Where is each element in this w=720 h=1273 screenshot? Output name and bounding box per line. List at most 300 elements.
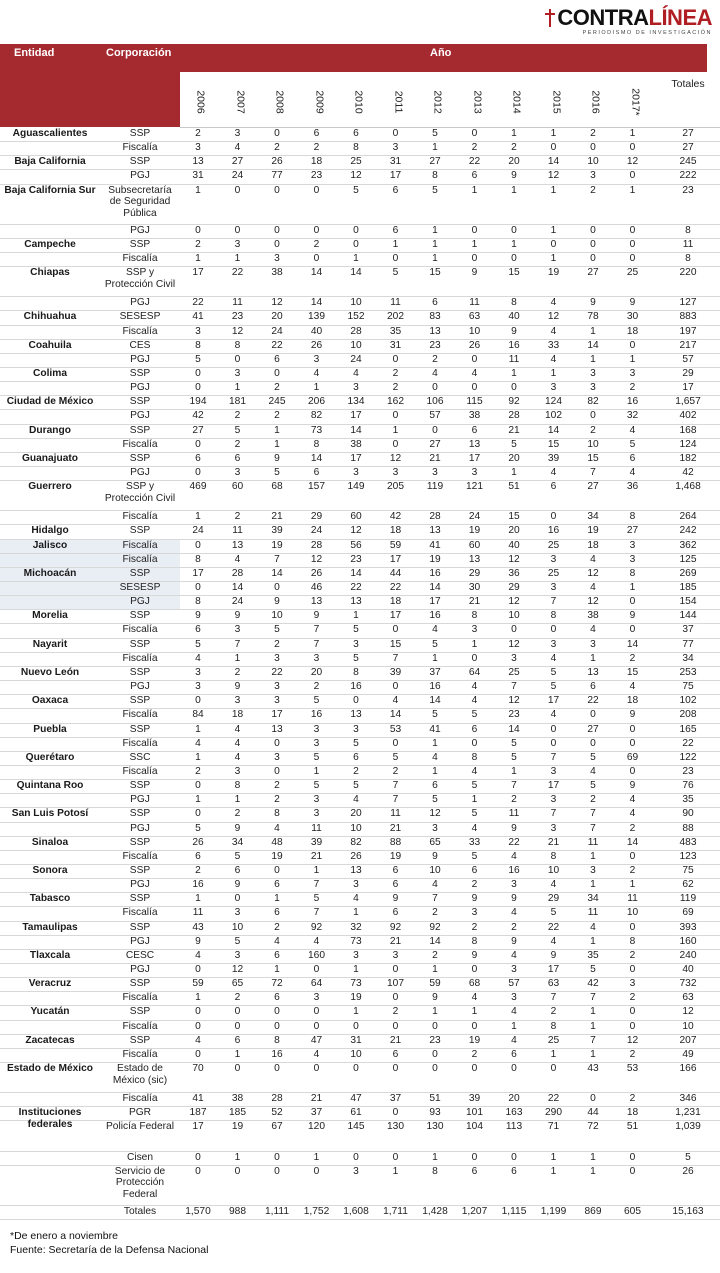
corporation-cell: SSP [129, 238, 151, 250]
entity-cell: Tamaulipas [22, 921, 78, 933]
value-cell: 5 [629, 438, 636, 450]
table-row [0, 723, 720, 738]
value-cell: 0 [274, 1151, 280, 1163]
corporation-cell: Fiscalía [122, 511, 158, 523]
value-cell: 27 [626, 525, 639, 537]
value-cell: 1 [353, 907, 359, 919]
value-cell: 5 [590, 780, 596, 792]
value-cell: 5 [511, 737, 517, 749]
source-line: Fuente: Secretaría de la Defensa Nacional [10, 1244, 209, 1256]
value-cell: 0 [392, 410, 399, 422]
value-cell: 37 [429, 666, 441, 678]
value-cell: 0 [195, 539, 201, 551]
value-cell: 7 [511, 780, 517, 792]
value-cell: 13 [310, 596, 323, 608]
value-cell: 6 [313, 467, 320, 479]
table-row [0, 807, 720, 822]
table-row [0, 409, 720, 424]
value-cell: 0 [629, 1165, 636, 1177]
value-cell: 4 [471, 368, 478, 379]
value-cell: 2 [392, 1006, 399, 1018]
value-cell: 6 [274, 879, 280, 891]
value-cell: 0 [471, 128, 478, 139]
value-cell: 6 [511, 1048, 517, 1060]
value-cell: 3 [550, 382, 557, 394]
value-cell: 0 [392, 964, 399, 976]
entity-cell: Querétaro [25, 751, 75, 763]
value-cell: 2 [274, 410, 280, 422]
value-cell: 0 [274, 582, 280, 594]
value-cell: 5 [511, 438, 517, 450]
value-cell: 7 [392, 780, 399, 792]
value-cell: 21 [547, 836, 560, 848]
value-cell: 6 [392, 864, 399, 876]
value-cell: 4 [353, 794, 359, 806]
corporation-cell: Fiscalía [122, 553, 158, 565]
contralinea-logo [545, 6, 712, 46]
value-cell: 124 [545, 396, 562, 408]
value-cell: 1 [590, 353, 596, 365]
value-cell: 0 [195, 1020, 201, 1032]
value-cell: 15 [429, 267, 441, 279]
corporation-cell: SSP y Protección Civil [104, 481, 176, 504]
value-cell: 3 [274, 652, 280, 664]
corporation-cell: PGJ [130, 596, 150, 608]
value-cell: 2 [432, 907, 438, 919]
value-cell: 8 [313, 438, 320, 450]
value-cell: 5 [471, 808, 478, 820]
value-cell: 1 [550, 368, 557, 379]
value-cell: 3 [353, 638, 359, 650]
value-cell: 57 [429, 410, 441, 422]
value-cell: 7 [590, 992, 596, 1004]
value-cell: 12 [508, 596, 520, 608]
value-cell: 34 [587, 511, 599, 523]
value-cell: 0 [195, 382, 201, 394]
value-cell: 6 [392, 907, 399, 919]
entity-cell: Michoacán [23, 567, 77, 579]
value-cell: 7 [313, 638, 320, 650]
corporation-cell: SSP [129, 567, 151, 579]
total-cell: 57 [682, 353, 694, 365]
value-cell: 1 [274, 424, 280, 436]
value-cell: 37 [310, 1107, 323, 1119]
value-cell: 1 [590, 1006, 596, 1018]
corporation-cell: PGJ [130, 794, 150, 806]
header-anio: Año [430, 47, 452, 59]
value-cell: 10 [350, 339, 362, 351]
value-cell: 28 [350, 325, 362, 337]
value-cell: 9 [511, 893, 517, 905]
value-cell: 28 [429, 511, 441, 523]
value-cell: 1 [629, 879, 636, 891]
table-row [0, 666, 720, 681]
value-cell: 88 [389, 836, 402, 848]
value-cell: 9 [590, 297, 596, 309]
value-cell: 6 [234, 1034, 241, 1046]
value-cell: 2 [550, 1006, 557, 1018]
value-cell: 3 [313, 723, 320, 735]
value-cell: 57 [508, 978, 520, 990]
value-cell: 106 [426, 396, 444, 408]
value-cell: 8 [629, 567, 636, 579]
value-cell: 3 [550, 582, 557, 594]
value-cell: 6 [234, 864, 241, 876]
table-row [0, 623, 720, 638]
value-cell: 0 [629, 238, 636, 250]
corporation-cell: Fiscalía [122, 142, 158, 154]
value-cell: 8 [550, 610, 557, 622]
value-cell: 14 [389, 709, 402, 721]
value-cell: 0 [392, 624, 399, 636]
table-row [0, 680, 720, 695]
value-cell: 6 [392, 879, 399, 891]
year-header-row [180, 72, 656, 128]
value-cell: 65 [429, 836, 441, 848]
value-cell: 3 [629, 368, 636, 379]
value-cell: 8 [511, 297, 517, 309]
value-cell: 3 [313, 737, 320, 749]
value-cell: 1 [432, 964, 438, 976]
value-cell: 48 [271, 836, 283, 848]
value-cell: 2 [274, 382, 280, 394]
corporation-cell: Fiscalía [122, 253, 158, 265]
value-cell: 4 [590, 921, 596, 933]
value-cell: 7 [590, 808, 596, 820]
value-cell: 13 [231, 539, 244, 551]
value-cell: 21 [310, 850, 323, 862]
value-cell: 2 [629, 1048, 636, 1060]
value-cell: 1 [313, 765, 320, 777]
value-cell: 7 [313, 907, 320, 919]
corporation-cell: Fiscalía [122, 1048, 158, 1060]
value-cell: 1,608 [343, 1205, 369, 1217]
table-header [0, 44, 707, 127]
value-cell: 42 [192, 410, 204, 422]
value-cell: 0 [353, 238, 359, 250]
value-cell: 0 [353, 1020, 359, 1032]
value-cell: 3 [550, 765, 557, 777]
table-row [0, 921, 720, 936]
value-cell: 0 [234, 184, 241, 196]
value-cell: 22 [192, 297, 204, 309]
value-cell: 102 [545, 410, 562, 422]
total-cell: 11 [682, 238, 694, 250]
corporation-cell: Fiscalía [122, 737, 158, 749]
corporation-cell: Cisen [126, 1151, 154, 1163]
value-cell: 7 [274, 553, 280, 565]
value-cell: 20 [508, 452, 520, 464]
value-cell: 60 [231, 481, 244, 493]
value-cell: 7 [234, 638, 241, 650]
value-cell: 11 [508, 353, 520, 365]
total-cell: 27 [682, 142, 694, 154]
value-cell: 1 [511, 368, 517, 379]
value-cell: 1 [550, 1151, 557, 1163]
value-cell: 3 [274, 681, 280, 693]
total-cell: 240 [679, 949, 697, 961]
table-row [0, 1092, 720, 1107]
value-cell: 0 [195, 368, 201, 379]
value-cell: 1 [313, 864, 320, 876]
entity-cell: Guanajuato [21, 452, 79, 464]
value-cell: 41 [192, 311, 204, 323]
value-cell: 2 [234, 992, 241, 1004]
value-cell: 20 [508, 156, 520, 168]
value-cell: 3 [511, 992, 517, 1004]
value-cell: 27 [192, 424, 204, 436]
value-cell: 14 [626, 638, 639, 650]
value-cell: 2 [629, 949, 636, 961]
value-cell: 9 [471, 893, 478, 905]
value-cell: 1 [590, 1165, 596, 1177]
value-cell: 13 [350, 709, 362, 721]
value-cell: 23 [310, 170, 323, 182]
footer [10, 1229, 208, 1257]
value-cell: 82 [350, 836, 362, 848]
value-cell: 5 [511, 751, 517, 763]
value-cell: 27 [587, 481, 599, 493]
value-cell: 2 [629, 864, 636, 876]
value-cell: 13 [429, 525, 441, 537]
corporation-cell: SSP [129, 921, 151, 933]
value-cell: 21 [389, 935, 402, 947]
value-cell: 33 [547, 339, 560, 351]
value-cell: 0 [471, 737, 478, 749]
total-cell: 8 [685, 224, 691, 236]
table-row [0, 296, 720, 311]
value-cell: 0 [392, 253, 399, 265]
value-cell: 25 [626, 267, 639, 279]
value-cell: 19 [468, 525, 481, 537]
value-cell: 0 [629, 737, 636, 749]
year-label: 2011 [392, 90, 405, 114]
value-cell: 3 [234, 128, 241, 139]
value-cell: 5 [590, 964, 596, 976]
total-cell: 88 [682, 822, 694, 834]
value-cell: 19 [350, 992, 362, 1004]
entity-cell: Tlaxcala [29, 949, 71, 961]
value-cell: 1,752 [303, 1205, 330, 1217]
value-cell: 0 [195, 582, 201, 594]
value-cell: 16 [626, 396, 639, 408]
value-cell: 1 [471, 794, 478, 806]
corporation-cell: Subsecretaría de Seguridad Pública [108, 184, 172, 219]
value-cell: 2 [629, 822, 636, 834]
value-cell: 6 [432, 780, 438, 792]
year-header [461, 92, 495, 126]
value-cell: 0 [274, 368, 280, 379]
value-cell: 8 [234, 339, 241, 351]
value-cell: 5 [313, 780, 320, 792]
value-cell: 37 [389, 1093, 402, 1105]
total-cell: 1,039 [675, 1121, 701, 1133]
corporation-cell: PGJ [130, 410, 150, 422]
value-cell: 163 [505, 1107, 523, 1119]
value-cell: 3 [234, 238, 241, 250]
value-cell: 0 [590, 238, 596, 250]
table-row [0, 238, 720, 253]
value-cell: 469 [189, 481, 207, 493]
value-cell: 73 [350, 978, 362, 990]
value-cell: 9 [274, 596, 280, 608]
value-cell: 5 [353, 652, 359, 664]
year-label: 2013 [471, 90, 484, 114]
logo-name-red: LÍNEA [648, 5, 712, 30]
value-cell: 0 [629, 339, 636, 351]
value-cell: 3 [234, 907, 241, 919]
value-cell: 68 [468, 978, 481, 990]
value-cell: 3 [550, 794, 557, 806]
corporation-cell: Fiscalía [122, 624, 158, 636]
value-cell: 29 [508, 582, 520, 594]
value-cell: 18 [626, 1107, 639, 1119]
value-cell: 5 [471, 850, 478, 862]
entity-cell: Oaxaca [31, 695, 69, 707]
year-header [342, 92, 376, 126]
value-cell: 0 [629, 142, 636, 154]
value-cell: 16 [271, 1048, 283, 1060]
value-cell: 1 [432, 1151, 438, 1163]
value-cell: 8 [195, 596, 201, 608]
table-row [0, 878, 720, 893]
header-corporacion: Corporación [106, 47, 172, 59]
table-row [0, 155, 720, 170]
value-cell: 9 [274, 452, 280, 464]
value-cell: 20 [508, 525, 520, 537]
total-cell: 15,163 [672, 1205, 704, 1217]
entity-cell: Baja California [14, 156, 86, 168]
value-cell: 5 [550, 681, 557, 693]
value-cell: 10 [587, 438, 599, 450]
value-cell: 0 [511, 1063, 517, 1075]
value-cell: 4 [471, 695, 478, 707]
value-cell: 157 [308, 481, 325, 493]
value-cell: 4 [550, 879, 557, 891]
value-cell: 4 [550, 467, 557, 479]
entity-cell: Guerrero [28, 481, 72, 493]
total-cell: 217 [679, 339, 697, 351]
value-cell: 4 [511, 1006, 517, 1018]
value-cell: 1 [471, 184, 478, 196]
value-cell: 3 [392, 467, 399, 479]
value-cell: 1 [550, 184, 557, 196]
value-cell: 1 [432, 737, 438, 749]
value-cell: 5 [353, 780, 359, 792]
value-cell: 3 [511, 652, 517, 664]
value-cell: 1 [629, 184, 636, 196]
year-label: 2007 [234, 90, 247, 114]
total-cell: 127 [679, 297, 697, 309]
value-cell: 8 [274, 808, 280, 820]
value-cell: 3 [274, 751, 280, 763]
total-cell: 12 [682, 1006, 694, 1018]
value-cell: 4 [471, 681, 478, 693]
entity-cell: Yucatán [30, 1006, 70, 1018]
value-cell: 3 [353, 723, 359, 735]
table-row [0, 353, 720, 368]
total-cell: 154 [679, 596, 697, 608]
value-cell: 0 [234, 224, 241, 236]
value-cell: 10 [271, 610, 283, 622]
value-cell: 7 [590, 467, 596, 479]
corporation-cell: SSP [129, 525, 151, 537]
table-row [0, 793, 720, 808]
table-row [0, 850, 720, 865]
total-cell: 393 [679, 921, 697, 933]
value-cell: 8 [195, 339, 201, 351]
value-cell: 0 [195, 467, 201, 479]
value-cell: 4 [550, 297, 557, 309]
table-row [0, 539, 720, 554]
value-cell: 3 [550, 553, 557, 565]
footnote: *De enero a noviembre [10, 1230, 118, 1242]
value-cell: 0 [471, 1151, 478, 1163]
value-cell: 5 [274, 467, 280, 479]
value-cell: 14 [626, 836, 639, 848]
total-cell: 182 [679, 452, 697, 464]
value-cell: 1 [432, 765, 438, 777]
total-cell: 197 [679, 325, 697, 337]
value-cell: 0 [432, 424, 438, 436]
value-cell: 8 [234, 780, 241, 792]
value-cell: 3 [234, 368, 241, 379]
corporation-cell: SSP [129, 864, 151, 876]
value-cell: 29 [310, 511, 323, 523]
value-cell: 17 [547, 780, 560, 792]
value-cell: 3 [590, 382, 596, 394]
value-cell: 21 [468, 596, 481, 608]
value-cell: 9 [471, 267, 478, 279]
value-cell: 0 [392, 1020, 399, 1032]
header-totales: Totales [671, 78, 705, 90]
entity-cell: Coahuila [28, 339, 72, 351]
value-cell: 16 [429, 567, 441, 579]
total-cell: 402 [679, 410, 697, 422]
value-cell: 10 [350, 297, 362, 309]
table-row [0, 737, 720, 752]
value-cell: 121 [466, 481, 483, 493]
corporation-cell: SSP [129, 836, 151, 848]
value-cell: 11 [627, 893, 638, 905]
value-cell: 3 [550, 638, 557, 650]
value-cell: 13 [192, 156, 204, 168]
value-cell: 4 [590, 765, 596, 777]
value-cell: 72 [587, 1121, 599, 1133]
value-cell: 869 [584, 1205, 602, 1217]
value-cell: 39 [310, 836, 323, 848]
value-cell: 1 [550, 253, 557, 265]
value-cell: 1 [550, 1165, 557, 1177]
value-cell: 2 [511, 921, 517, 933]
value-cell: 4 [234, 553, 241, 565]
value-cell: 0 [274, 1006, 280, 1018]
value-cell: 20 [350, 808, 362, 820]
entity-cell: Nayarit [32, 638, 68, 650]
value-cell: 47 [350, 1093, 362, 1105]
value-cell: 1 [274, 964, 280, 976]
value-cell: 12 [350, 170, 362, 182]
value-cell: 0 [471, 353, 478, 365]
value-cell: 202 [387, 311, 404, 323]
value-cell: 35 [587, 949, 599, 961]
corporation-cell: SSP [129, 893, 151, 905]
value-cell: 4 [353, 893, 359, 905]
entity-cell: Colima [33, 368, 67, 379]
value-cell: 4 [590, 553, 596, 565]
value-cell: 63 [468, 311, 481, 323]
value-cell: 10 [626, 907, 639, 919]
